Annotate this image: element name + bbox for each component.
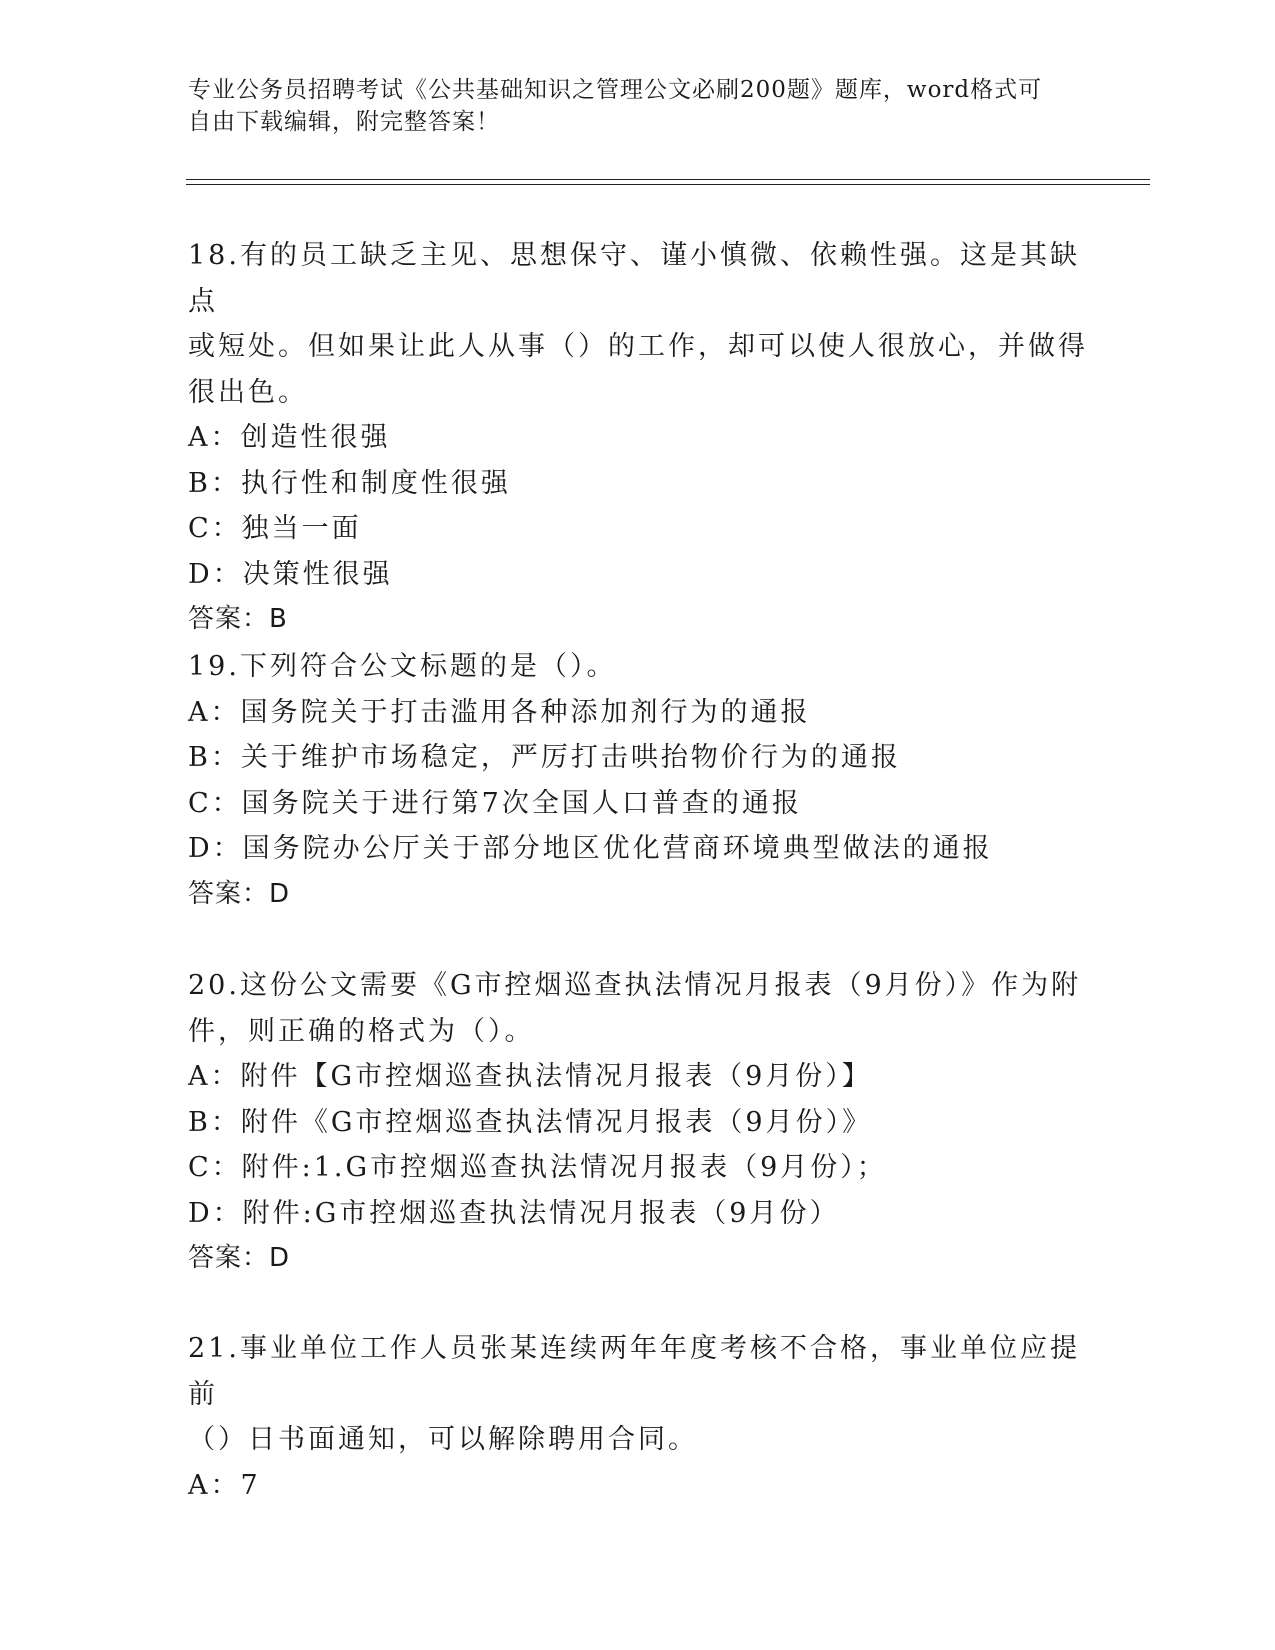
answer: 答案：D <box>188 878 291 909</box>
header-divider-bottom <box>186 184 1150 185</box>
answer: 答案：D <box>188 1243 291 1273</box>
option-c: C：独当一面 <box>188 513 362 544</box>
option-d: D：决策性很强 <box>188 558 393 590</box>
option-a: A：创造性很强 <box>188 422 391 453</box>
answer: 答案：B <box>188 604 288 634</box>
header-divider-top <box>186 179 1150 180</box>
question-stem-line: 或短处。但如果让此人从事（）的工作，却可以使人很放心，并做得 <box>188 331 1088 362</box>
question-stem-line: 19.下列符合公文标题的是（）。 <box>188 651 617 682</box>
question-stem-line: 21.事业单位工作人员张某连续两年年度考核不合格，事业单位应提前 <box>188 1333 1080 1410</box>
option-b: B：执行性和制度性很强 <box>188 467 511 499</box>
question-stem-line: 件，则正确的格式为（）。 <box>188 1015 535 1047</box>
question-stem-line: 很出色。 <box>188 376 308 408</box>
question-stem-line: 20.这份公文需要《G市控烟巡查执法情况月报表（9月份）》作为附 <box>188 970 1082 1001</box>
question-18 <box>188 233 1088 643</box>
option-a: A：附件【G市控烟巡查执法情况月报表（9月份）】 <box>188 1061 872 1092</box>
question-stem-line: （）日书面通知，可以解除聘用合同。 <box>188 1424 698 1455</box>
question-21 <box>188 1326 1088 1508</box>
option-a: A：7 <box>188 1469 261 1501</box>
question-19 <box>188 644 1088 917</box>
option-c: C：附件:1.G市控烟巡查执法情况月报表（9月份）； <box>188 1152 887 1183</box>
option-b: B：附件《G市控烟巡查执法情况月报表（9月份）》 <box>188 1106 873 1138</box>
option-d: D：国务院办公厅关于部分地区优化营商环境典型做法的通报 <box>188 833 993 864</box>
header-line-1: 专业公务员招聘考试《公共基础知识之管理公文必刷200题》题库，word格式可 <box>188 77 1043 103</box>
option-b: B：关于维护市场稳定，严厉打击哄抬物价行为的通报 <box>188 742 901 773</box>
option-d: D：附件:G市控烟巡查执法情况月报表（9月份） <box>188 1197 840 1229</box>
option-a: A：国务院关于打击滥用各种添加剂行为的通报 <box>188 696 811 728</box>
question-stem-line: 18.有的员工缺乏主见、思想保守、谨小慎微、依赖性强。这是其缺点 <box>188 240 1080 317</box>
option-c: C：国务院关于进行第7次全国人口普查的通报 <box>188 787 802 819</box>
question-20 <box>188 963 1088 1282</box>
document-header <box>188 74 1088 138</box>
header-line-2: 自由下载编辑，附完整答案！ <box>188 109 500 135</box>
